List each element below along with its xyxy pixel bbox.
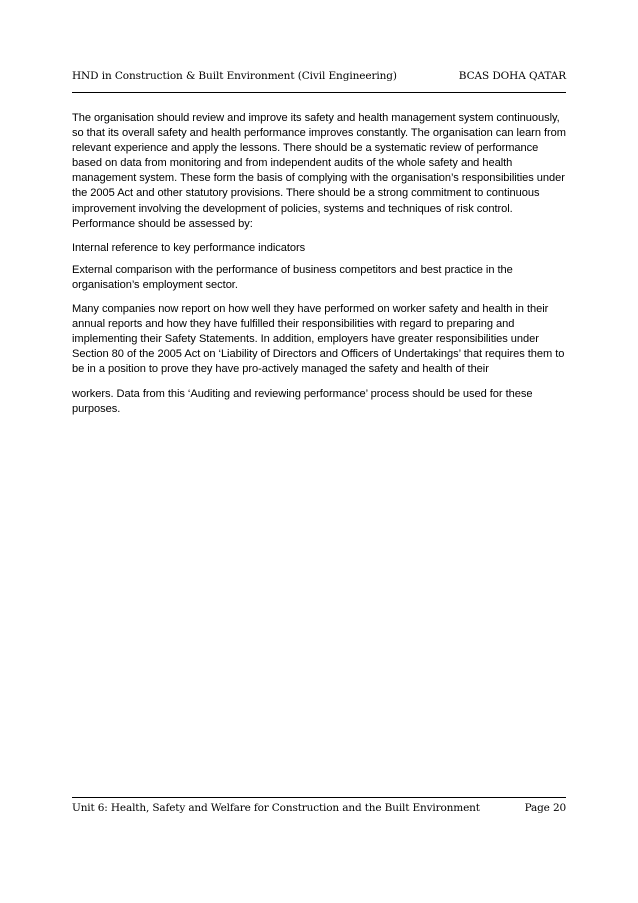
paragraph-review-improve: The organisation should review and improve its safety and health management system continuously, so that its overall safety and health performance improves constantly. The organisation can learn from relevant experience and apply the lessons. There should be a systematic review of performance based on data from monitoring and from independent audits of the whole safety and health management system. These form the basis of complying with the organisation’s responsibilities under the 2005 Act and other statutory provisions. There should be a strong commitment to continuous improvement involving the development of policies, systems and techniques of risk control. Performance should be assessed by: (72, 112, 566, 230)
page-header (72, 70, 566, 93)
footer-page-number: Page 20 (524, 802, 566, 814)
paragraph-company-reporting: Many companies now report on how well they have performed on worker safety and health in their annual reports and how they have fulfilled their responsibilities with regard to preparing and implementing their Safety Statements. In addition, employers have greater responsibilities under Section 80 of the 2005 Act on ‘Liability of Directors and Officers of Undertakings’ that requires them to be in a position to prove they have pro-actively managed the safety and health of their (72, 303, 565, 376)
footer-unit-title: Unit 6: Health, Safety and Welfare for Construction and the Built Environment (72, 802, 480, 814)
body-text (72, 111, 568, 426)
header-course-title: HND in Construction & Built Environment (Civil Engineering) (72, 70, 397, 82)
page-footer (72, 797, 566, 814)
paragraph-external-comparison: External comparison with the performance of business competitors and best practice in the organisation’s employment sector. (72, 263, 513, 291)
paragraph-internal-reference: Internal reference to key performance indicators (72, 241, 306, 254)
paragraph-auditing-data: workers. Data from this ‘Auditing and reviewing performance’ process should be used for these purposes. (72, 387, 533, 415)
header-institution: BCAS DOHA QATAR (458, 70, 566, 82)
